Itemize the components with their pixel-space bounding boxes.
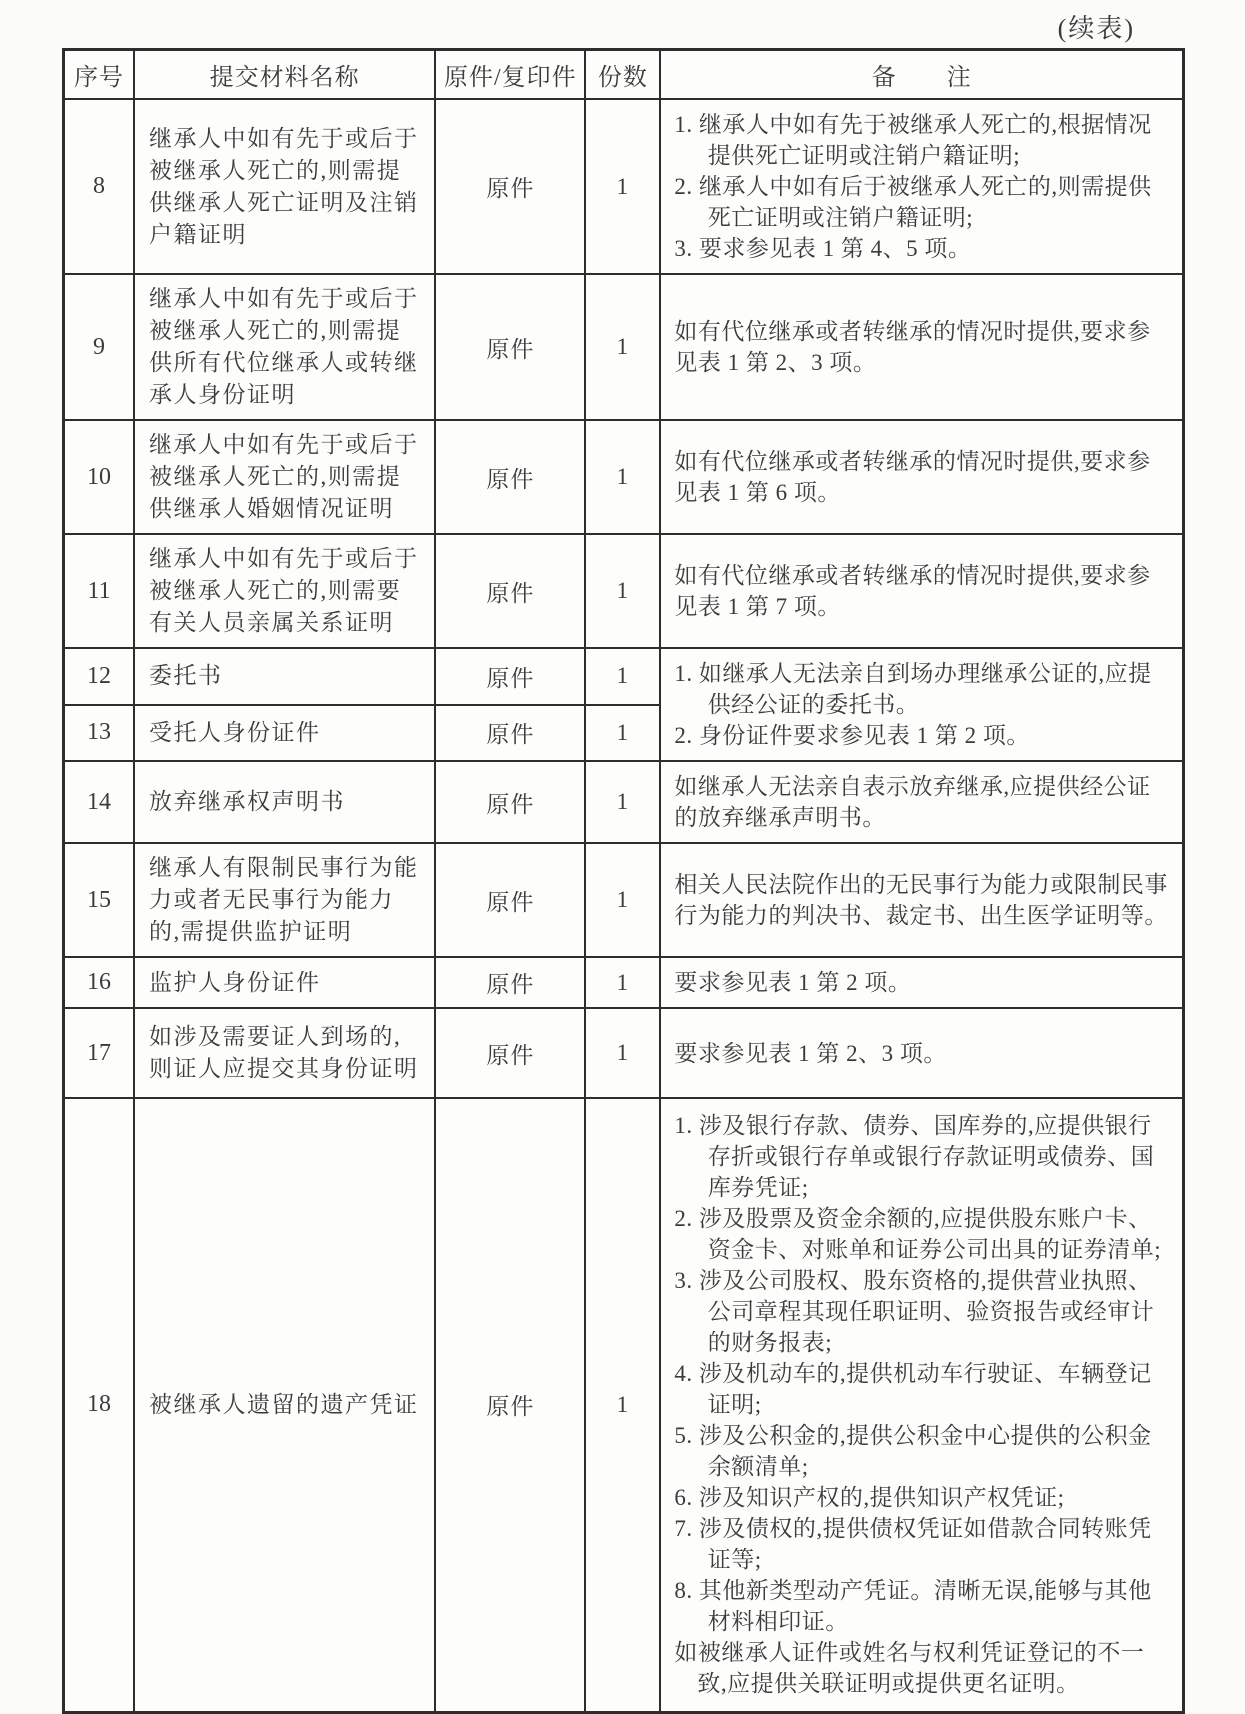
table-row	[64, 648, 1184, 705]
remark-item: 5. 涉及公积金的,提供公积金中心提供的公积金余额清单;	[674, 1423, 1152, 1480]
remark-note: 如被继承人证件或姓名与权利凭证登记的不一致,应提供关联证明或提供更名证明。	[674, 1640, 1145, 1697]
material-name: 如涉及需要证人到场的,则证人应提交其身份证明	[134, 1008, 435, 1098]
remark-cell-merged	[660, 648, 1183, 761]
remark-item: 7. 涉及债权的,提供债权凭证如借款合同转账凭证等;	[674, 1516, 1152, 1573]
row-number: 9	[64, 274, 135, 420]
copies-count: 1	[585, 1008, 660, 1098]
remark-cell	[660, 957, 1183, 1008]
material-name: 放弃继承权声明书	[134, 761, 435, 843]
original-or-copy: 原件	[435, 957, 585, 1008]
remark-item: 6. 涉及知识产权的,提供知识产权凭证;	[674, 1485, 1065, 1511]
copies-count: 1	[585, 761, 660, 843]
remark-item: 2. 涉及股票及资金余额的,应提供股东账户卡、资金卡、对账单和证券公司出具的证券清单;	[674, 1206, 1162, 1263]
remark-item: 相关人民法院作出的无民事行为能力或限制民事行为能力的判决书、裁定书、出生医学证明等。	[674, 872, 1168, 928]
table-header-row	[64, 50, 1184, 100]
table-row	[64, 274, 1184, 420]
remark-cell	[660, 1098, 1183, 1712]
remark-cell	[660, 761, 1183, 843]
remark-cell	[660, 99, 1183, 274]
original-or-copy: 原件	[435, 99, 585, 274]
col-header-copies: 份数	[585, 50, 660, 100]
original-or-copy: 原件	[435, 1008, 585, 1098]
material-name: 继承人中如有先于或后于被继承人死亡的,则需提供所有代位继承人或转继承人身份证明	[134, 274, 435, 420]
remark-item: 如有代位继承或者转继承的情况时提供,要求参见表 1 第 6 项。	[674, 449, 1151, 505]
remark-cell	[660, 274, 1183, 420]
original-or-copy: 原件	[435, 761, 585, 843]
row-number: 15	[64, 843, 135, 957]
col-header-remark: 备 注	[660, 50, 1183, 100]
copies-count: 1	[585, 420, 660, 534]
col-header-original-copy: 原件/复印件	[435, 50, 585, 100]
table-row	[64, 957, 1184, 1008]
material-name: 受托人身份证件	[134, 705, 435, 762]
row-number: 18	[64, 1098, 135, 1712]
table-row	[64, 1008, 1184, 1098]
remark-item: 2. 身份证件要求参见表 1 第 2 项。	[674, 723, 1030, 748]
copies-count: 1	[585, 1098, 660, 1712]
copies-count: 1	[585, 274, 660, 420]
col-header-material-name: 提交材料名称	[134, 50, 435, 100]
material-name: 继承人中如有先于或后于被继承人死亡的,则需要有关人员亲属关系证明	[134, 534, 435, 648]
remark-item: 8. 其他新类型动产凭证。清晰无误,能够与其他材料相印证。	[674, 1578, 1152, 1635]
remark-item: 2. 继承人中如有后于被继承人死亡的,则需提供死亡证明或注销户籍证明;	[674, 174, 1152, 230]
original-or-copy: 原件	[435, 1098, 585, 1712]
row-number: 16	[64, 957, 135, 1008]
remark-item: 如继承人无法亲自表示放弃继承,应提供经公证的放弃继承声明书。	[674, 774, 1151, 830]
material-name: 继承人中如有先于或后于被继承人死亡的,则需提供继承人死亡证明及注销户籍证明	[134, 99, 435, 274]
row-number: 8	[64, 99, 135, 274]
materials-table	[62, 48, 1185, 1714]
row-number: 11	[64, 534, 135, 648]
copies-count: 1	[585, 705, 660, 762]
continuation-label: (续表)	[1057, 14, 1135, 43]
remark-cell	[660, 843, 1183, 957]
material-name: 继承人中如有先于或后于被继承人死亡的,则需提供继承人婚姻情况证明	[134, 420, 435, 534]
copies-count: 1	[585, 843, 660, 957]
remark-item: 如有代位继承或者转继承的情况时提供,要求参见表 1 第 2、3 项。	[674, 319, 1151, 375]
remark-cell	[660, 534, 1183, 648]
original-or-copy: 原件	[435, 420, 585, 534]
original-or-copy: 原件	[435, 648, 585, 705]
copies-count: 1	[585, 534, 660, 648]
material-name: 监护人身份证件	[134, 957, 435, 1008]
copies-count: 1	[585, 957, 660, 1008]
col-header-no: 序号	[64, 50, 135, 100]
table-row	[64, 420, 1184, 534]
table-row	[64, 99, 1184, 274]
remark-item: 4. 涉及机动车的,提供机动车行驶证、车辆登记证明;	[674, 1361, 1152, 1418]
remark-item: 3. 要求参见表 1 第 4、5 项。	[674, 236, 972, 261]
remark-item: 如有代位继承或者转继承的情况时提供,要求参见表 1 第 7 项。	[674, 563, 1151, 619]
remark-item: 要求参见表 1 第 2、3 项。	[674, 1040, 947, 1066]
remark-item: 1. 继承人中如有先于被继承人死亡的,根据情况提供死亡证明或注销户籍证明;	[674, 112, 1152, 168]
row-number: 14	[64, 761, 135, 843]
remark-cell	[660, 1008, 1183, 1098]
row-number: 17	[64, 1008, 135, 1098]
row-number: 13	[64, 705, 135, 762]
remark-item: 1. 涉及银行存款、债券、国库券的,应提供银行存折或银行存单或银行存款证明或债券、国库券凭证;	[674, 1113, 1155, 1201]
row-number: 12	[64, 648, 135, 705]
original-or-copy: 原件	[435, 843, 585, 957]
original-or-copy: 原件	[435, 534, 585, 648]
remark-item: 1. 如继承人无法亲自到场办理继承公证的,应提供经公证的委托书。	[674, 661, 1152, 717]
material-name: 被继承人遗留的遗产凭证	[134, 1098, 435, 1712]
table-row	[64, 1098, 1184, 1712]
table-row	[64, 761, 1184, 843]
material-name: 委托书	[134, 648, 435, 705]
remark-cell	[660, 420, 1183, 534]
remark-item: 3. 涉及公司股权、股东资格的,提供营业执照、公司章程其现任职证明、验资报告或经审计的财务报表;	[674, 1268, 1155, 1356]
original-or-copy: 原件	[435, 705, 585, 762]
copies-count: 1	[585, 99, 660, 274]
remark-item: 要求参见表 1 第 2 项。	[674, 970, 912, 995]
table-row	[64, 534, 1184, 648]
original-or-copy: 原件	[435, 274, 585, 420]
table-row	[64, 843, 1184, 957]
copies-count: 1	[585, 648, 660, 705]
material-name: 继承人有限制民事行为能力或者无民事行为能力的,需提供监护证明	[134, 843, 435, 957]
row-number: 10	[64, 420, 135, 534]
